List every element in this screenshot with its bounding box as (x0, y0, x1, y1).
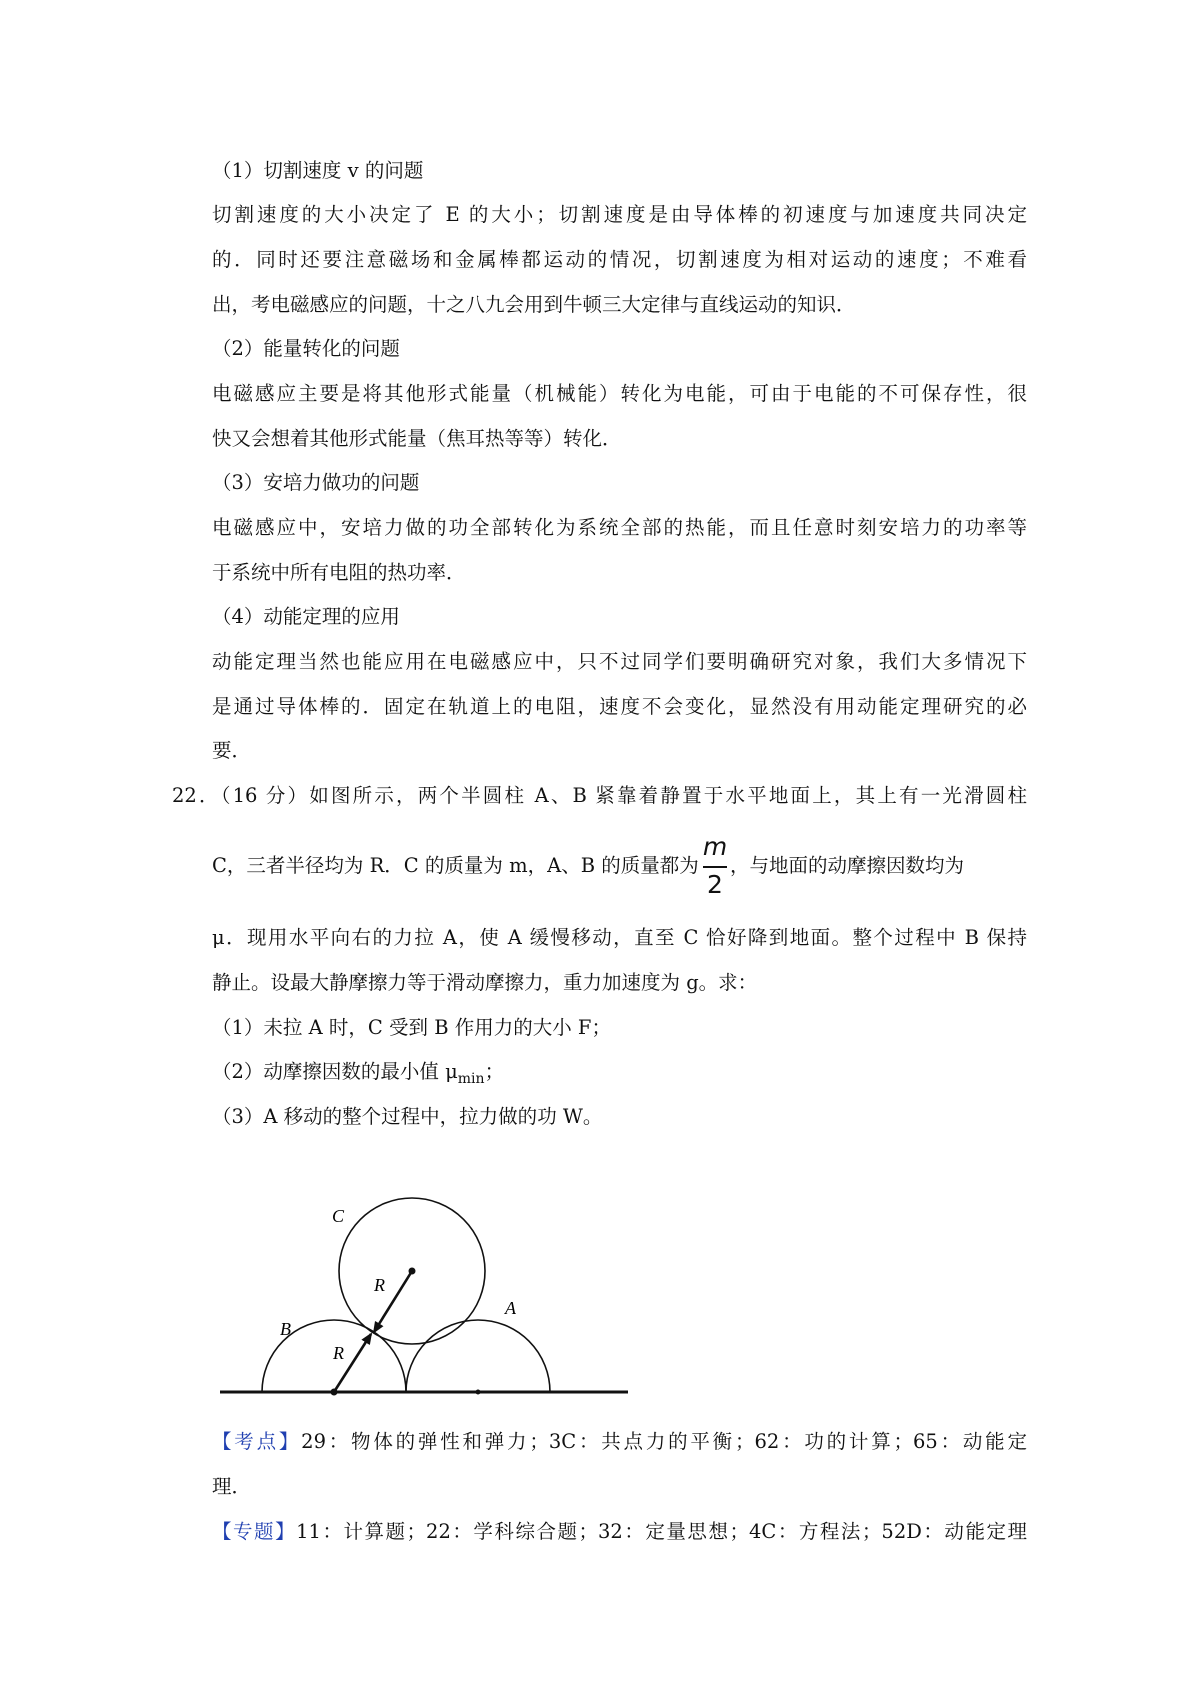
paragraph-line: 快又会想着其他形式能量（焦耳热等等）转化． (212, 427, 622, 450)
center-dot-a (476, 1390, 481, 1395)
heading-energy-conversion: （2）能量转化的问题 (212, 337, 400, 360)
paragraph-line: 的．同时还要注意磁场和金属棒都运动的情况，切割速度为相对运动的速度；不难看 (212, 248, 1027, 271)
question-1: （1）未拉 A 时，C 受到 B 作用力的大小 F； (212, 1016, 611, 1039)
question-2 (212, 1059, 504, 1087)
question-2-end: ； (484, 1060, 505, 1083)
paragraph-line: 电磁感应主要是将其他形式能量（机械能）转化为电能，可由于电能的不可保存性，很 (212, 382, 1027, 405)
cylinders-figure (210, 1185, 630, 1400)
paragraph-line: 要． (212, 739, 252, 762)
problem-statement-line: 静止。设最大静摩擦力等于滑动摩擦力，重力加速度为 g。求： (212, 971, 758, 994)
heading-cutting-speed: （1）切割速度 v 的问题 (212, 159, 424, 182)
label-b: B (280, 1319, 291, 1339)
kaodian-line: 理． (212, 1475, 252, 1498)
paragraph-line: 是通过导体棒的．固定在轨道上的电阻，速度不会变化，显然没有用动能定理研究的必 (212, 695, 1027, 718)
zhuanti-text: 11：计算题；22：学科综合题；32：定量思想；4C：方程法；52D：动能定理 (296, 1520, 1027, 1543)
label-a: A (505, 1298, 516, 1318)
paragraph-line: 动能定理当然也能应用在电磁感应中，只不过同学们要明确研究对象，我们大多情况下 (212, 650, 1027, 673)
question-2-text: （2）动摩擦因数的最小值 μ (212, 1060, 458, 1083)
question-2-subscript: min (457, 1071, 485, 1087)
label-radius-c: R (374, 1275, 385, 1295)
label-c: C (332, 1206, 345, 1226)
fraction-bar (703, 866, 727, 868)
problem-text: ，与地面的动摩擦因数均为 (730, 854, 965, 877)
mass-fraction (702, 832, 728, 904)
heading-kinetic-theorem: （4）动能定理的应用 (212, 605, 400, 628)
kaodian-line (212, 1429, 1027, 1455)
heading-ampere-work: （3）安培力做功的问题 (212, 471, 420, 494)
paragraph-line: 切割速度的大小决定了 E 的大小；切割速度是由导体棒的初速度与加速度共同决定 (212, 203, 1027, 226)
problem-statement-line (212, 853, 699, 879)
paragraph-line: 于系统中所有电阻的热功率． (212, 561, 466, 584)
fraction-numerator: m (702, 832, 728, 861)
problem-statement-line: 22．（16 分）如图所示，两个半圆柱 A、B 紧靠着静置于水平地面上，其上有一光滑圆柱 (172, 784, 1027, 807)
label-radius-b: R (333, 1343, 344, 1363)
problem-statement-line: μ．现用水平向右的力拉 A，使 A 缓慢移动，直至 C 恰好降到地面。整个过程中 B 保持 (212, 926, 1027, 949)
problem-text: C，三者半径均为 R．C 的质量为 m，A、B 的质量都为 (212, 854, 699, 877)
paragraph-line: 电磁感应中，安培力做的功全部转化为系统全部的热能，而且任意时刻安培力的功率等 (212, 516, 1027, 539)
half-cylinder-a (406, 1320, 550, 1392)
zhuanti-tag: 【专题】 (212, 1520, 297, 1543)
paragraph-line: 出，考电磁感应的问题，十之八九会用到牛顿三大定律与直线运动的知识． (212, 293, 856, 316)
kaodian-tag: 【考点】 (212, 1430, 302, 1453)
question-3: （3）A 移动的整个过程中，拉力做的功 W。 (212, 1105, 603, 1128)
kaodian-text: 29：物体的弹性和弹力；3C：共点力的平衡；62：功的计算；65：动能定 (301, 1430, 1027, 1453)
zhuanti-line (212, 1519, 1027, 1545)
fraction-denominator: 2 (707, 870, 723, 899)
